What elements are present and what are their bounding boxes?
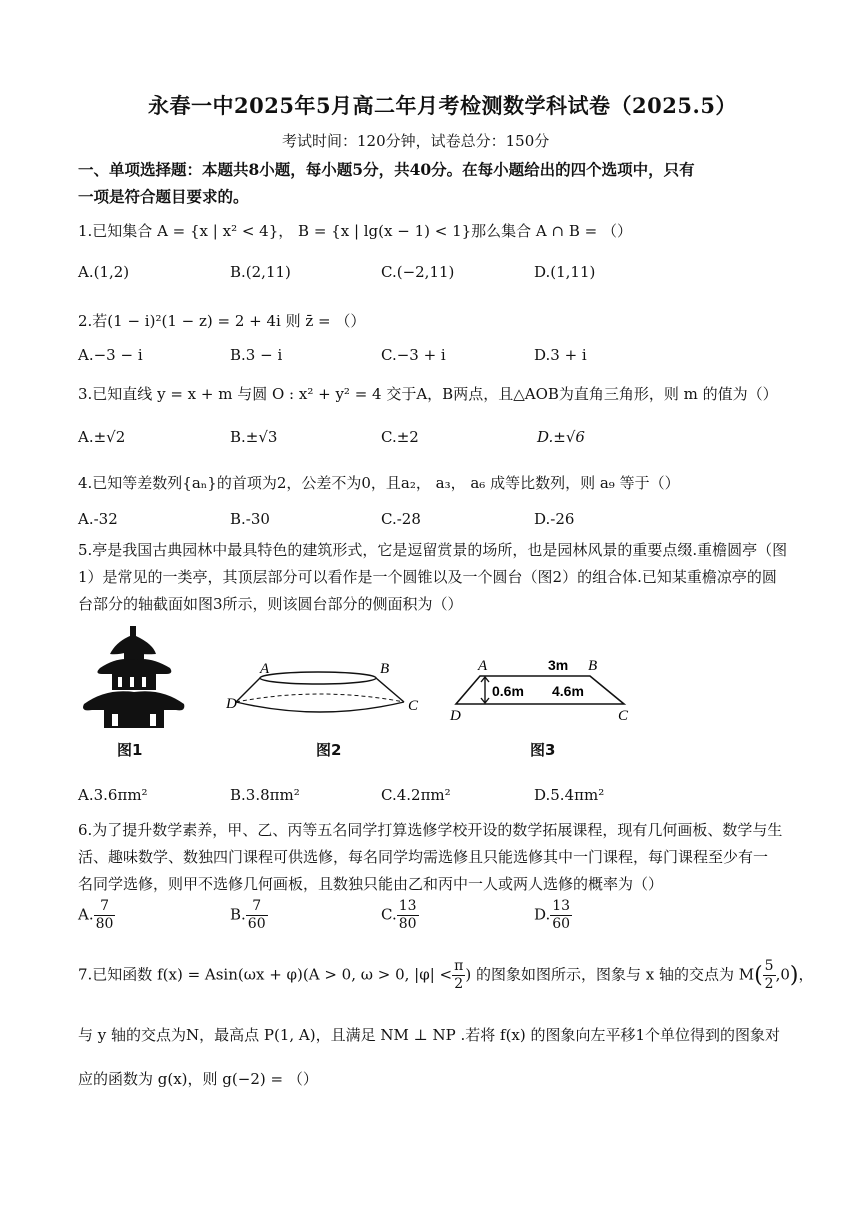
q7-pi-num: π xyxy=(454,958,464,974)
q6-option-d-num: 13 xyxy=(552,898,571,914)
q7-m-tail: ,0 xyxy=(775,965,790,984)
q6-option-a-label: A. xyxy=(78,905,94,924)
q5-option-c: C.4.2πm² xyxy=(381,786,451,804)
q1-option-a: A.(1,2) xyxy=(78,263,130,281)
q7-line1-part-b: ) 的图象如图所示，图象与 x 轴的交点为 M xyxy=(465,965,755,984)
question-6-line2: 活、趣味数学、数独四门课程可供选修，每名同学均需选修且只能选修其中一门课程，每门课程至少有一 xyxy=(78,848,769,866)
fig2-label-d: D xyxy=(226,696,237,712)
exam-info: 考试时间：120分钟，试卷总分：150分 xyxy=(282,132,550,150)
q6-option-d-den: 60 xyxy=(552,915,571,932)
figure-1-caption: 图1 xyxy=(117,741,143,759)
fig3-label-b: B xyxy=(588,658,598,674)
fig3-label-a: A xyxy=(478,658,488,674)
question-7-line3: 应的函数为 g(x)，则 g(−2) = （） xyxy=(78,1070,318,1088)
q6-option-b-fraction xyxy=(246,898,268,933)
figure-3-caption: 图3 xyxy=(530,741,556,759)
fig2-label-c: C xyxy=(408,698,419,714)
question-7-line1: 7.已知函数 f(x) = Asin(ωx + φ)(A > 0, ω > 0, |φ| < $\frac{\pi}{2}$ ) 的图象如图所示，图象与 x 轴的交点为 M( $\frac{5}{2}$ ,0)， xyxy=(78,958,814,992)
fig3-label-c: C xyxy=(618,708,629,722)
q6-option-b xyxy=(230,898,268,933)
fig2-label-b: B xyxy=(380,661,390,677)
question-2-stem: 2.若(1 − i)²(1 − z) = 2 + 4i 则 z̄ = （） xyxy=(78,312,366,330)
figure-3-trapezoid xyxy=(448,656,638,722)
question-1-stem: 1.已知集合 A = {x | x² < 4}， B = {x | lg(x − 1) < 1}那么集合 A ∩ B = （） xyxy=(78,222,632,240)
fig3-label-side: 4.6m xyxy=(552,683,584,699)
figure-1-pavilion-image xyxy=(78,622,188,734)
q7-pi-den: 2 xyxy=(454,975,464,992)
q6-option-c-num: 13 xyxy=(398,898,417,914)
q6-option-b-den: 60 xyxy=(247,915,266,932)
q6-option-b-num: 7 xyxy=(246,898,268,916)
question-6-line1: 6.为了提升数学素养，甲、乙、丙等五名同学打算选修学校开设的数学拓展课程，现有几何画板、数学与生 xyxy=(78,821,783,839)
q6-option-a-num: 7 xyxy=(94,898,116,916)
q1-option-b: B.(2,11) xyxy=(230,263,291,281)
question-5-line3: 台部分的轴截面如图3所示，则该圆台部分的侧面积为（） xyxy=(78,595,463,613)
q1-option-d: D.(1,11) xyxy=(534,263,596,281)
q4-option-b: B.-30 xyxy=(230,510,270,528)
q7-m-num: 5 xyxy=(764,958,774,974)
question-7-line2: 与 y 轴的交点为N，最高点 P(1, A)，且满足 NM ⊥ NP .若将 f(x) 的图象向左平移1个单位得到的图象对 xyxy=(78,1026,781,1044)
question-3-stem: 3.已知直线 y = x + m 与圆 O : x² + y² = 4 交于A，B两点，且△AOB为直角三角形，则 m 的值为（） xyxy=(78,385,778,403)
q5-option-d: D.5.4πm² xyxy=(534,786,605,804)
q3-option-a: A.±√2 xyxy=(78,428,126,446)
question-5-line2: 1）是常见的一类亭，其顶层部分可以看作是一个圆锥以及一个圆台（图2）的组合体.已知某重檐凉亭的圆 xyxy=(78,568,777,586)
q6-option-d-fraction xyxy=(550,898,572,933)
q2-option-a: A.−3 − i xyxy=(78,346,143,364)
q6-option-a-fraction xyxy=(94,898,116,933)
q6-option-a-den: 80 xyxy=(95,915,114,932)
question-5-line1: 5.亭是我国古典园林中最具特色的建筑形式，它是逗留赏景的场所，也是园林风景的重要点缀.重檐圆亭（图 xyxy=(78,541,788,559)
q6-option-b-label: B. xyxy=(230,905,246,924)
q1-option-c: C.(−2,11) xyxy=(381,263,455,281)
question-4-stem: 4.已知等差数列{aₙ}的首项为2，公差不为0，且a₂， a₃， a₆ 成等比数列，则 a₉ 等于（） xyxy=(78,474,680,492)
q7-line1-part-a: 7.已知函数 f(x) = Asin(ωx + φ)(A > 0, ω > 0, |φ| < xyxy=(78,965,453,984)
q7-pi-over-2 xyxy=(452,958,465,993)
q6-option-c-label: C. xyxy=(381,905,397,924)
q5-option-b: B.3.8πm² xyxy=(230,786,300,804)
question-6-line3: 名同学选修，则甲不选修几何画板，且数独只能由乙和丙中一人或两人选修的概率为（） xyxy=(78,875,664,893)
fig2-label-a: A xyxy=(260,661,270,677)
q6-option-c-fraction xyxy=(397,898,419,933)
fig3-label-d: D xyxy=(450,708,461,722)
q4-option-c: C.-28 xyxy=(381,510,421,528)
q4-option-d: D.-26 xyxy=(534,510,575,528)
figure-2-frustum xyxy=(226,660,426,722)
q6-option-c-den: 80 xyxy=(398,915,417,932)
page-title: 永春一中2025年5月高二年月考检测数学科试卷（2025.5） xyxy=(148,93,737,118)
q6-option-d xyxy=(534,898,572,933)
q2-option-b: B.3 − i xyxy=(230,346,283,364)
q7-m-fraction xyxy=(763,958,776,993)
figure-2-caption: 图2 xyxy=(316,741,342,759)
q6-option-d-label: D. xyxy=(534,905,551,924)
fig3-label-top-length: 3m xyxy=(548,657,569,673)
q2-option-d: D.3 + i xyxy=(534,346,587,364)
q7-m-den: 2 xyxy=(764,975,774,992)
q3-option-c: C.±2 xyxy=(381,428,419,446)
q4-option-a: A.-32 xyxy=(78,510,118,528)
q5-option-a: A.3.6πm² xyxy=(78,786,148,804)
q3-option-d: D.±√6 xyxy=(537,428,585,446)
q6-option-a xyxy=(78,898,115,933)
q6-option-c xyxy=(381,898,419,933)
section-heading-line1: 一、单项选择题：本题共8小题，每小题5分，共40分。在每小题给出的四个选项中，只有 xyxy=(78,160,695,179)
q3-option-b: B.±√3 xyxy=(230,428,278,446)
section-heading-line2: 一项是符合题目要求的。 xyxy=(78,187,249,206)
fig3-label-height: 0.6m xyxy=(492,683,524,699)
q2-option-c: C.−3 + i xyxy=(381,346,446,364)
